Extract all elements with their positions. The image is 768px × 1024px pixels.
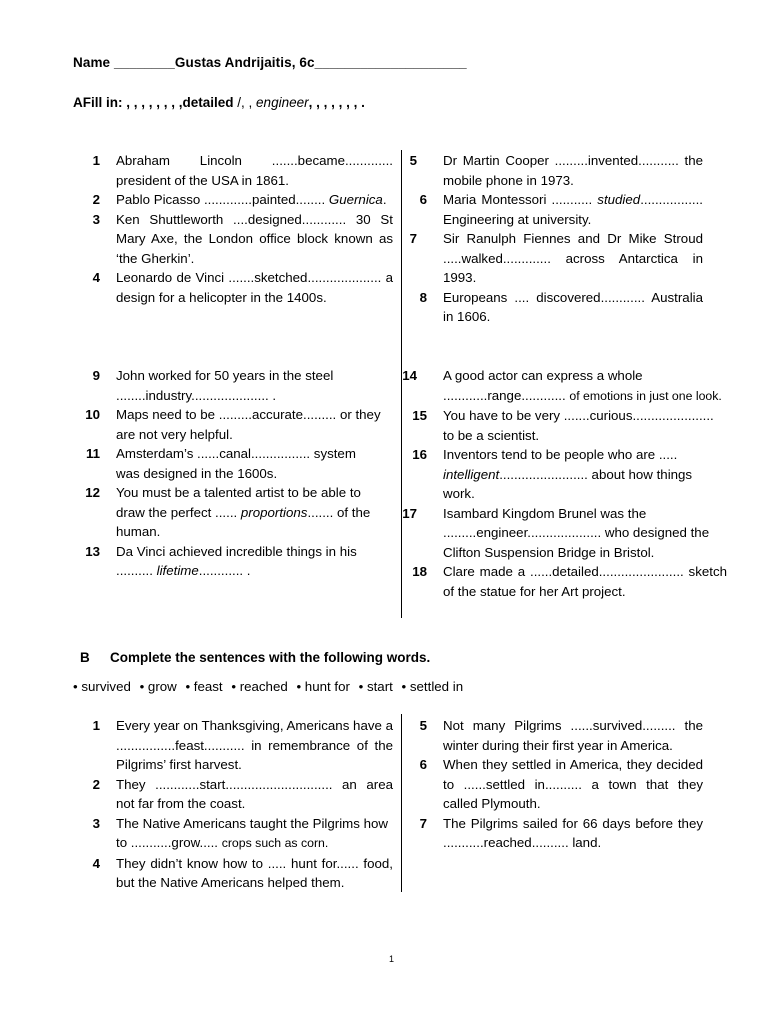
list-item — [80, 444, 383, 483]
page-number: 1 — [389, 954, 395, 964]
item-text: Amsterdam’s ......canal................ system was designed in the 1600s. — [116, 446, 356, 481]
section-a-left-bottom — [80, 366, 383, 581]
word-bank-item: • hunt for — [296, 679, 350, 694]
section-b-heading — [80, 650, 430, 665]
word-bank — [73, 679, 468, 694]
list-item — [80, 151, 393, 190]
section-a-suffix: , , , , , , , . — [308, 95, 365, 110]
name-line: Name ________Gustas Andrijaitis, 6c____________________ — [73, 55, 467, 70]
list-item — [80, 542, 383, 581]
item-text: Dr Martin Cooper .........invented........... the mobile phone in 1973. — [443, 153, 703, 188]
item-text: Maps need to be .........accurate......... or they are not very helpful. — [116, 407, 381, 442]
section-b-right — [407, 716, 703, 853]
item-number: 7 — [419, 815, 427, 831]
item-text: Not many Pilgrims ......survived......... the winter during their first year in America. — [443, 718, 703, 753]
word-bank-item: • settled in — [401, 679, 464, 694]
item-number: 4 — [92, 270, 100, 285]
item-number: 4 — [92, 855, 100, 871]
list-item — [407, 151, 703, 190]
list-item — [407, 562, 727, 601]
list-item — [407, 755, 703, 814]
item-number: 6 — [419, 192, 427, 207]
list-item — [80, 716, 393, 775]
item-number: 3 — [92, 211, 100, 227]
section-b-title: Complete the sentences with the following words. — [110, 650, 431, 665]
item-number: 1 — [92, 718, 100, 733]
item-number: 16 — [412, 447, 427, 462]
list-item — [402, 366, 727, 406]
item-number: 10 — [85, 407, 100, 422]
list-item — [407, 190, 703, 229]
item-text: Abraham Lincoln .......became............. president of the USA in 1861. — [116, 153, 393, 188]
item-text: When they settled in America, they decided to ......settled in.......... a town that they called Plymouth. — [443, 757, 703, 811]
item-number: 3 — [92, 815, 100, 831]
item-text: A good actor can express a whole ............range............ of emotions in just one look. — [443, 368, 722, 403]
item-number: 6 — [419, 757, 427, 772]
item-text: Maria Montessori ........... studied................. Engineering at university. — [443, 192, 703, 227]
item-text: Da Vinci achieved incredible things in his .......... lifetime............ . — [116, 543, 357, 578]
item-text: Sir Ranulph Fiennes and Dr Mike Stroud .....walked............. across Antarctica in 1993. — [443, 231, 703, 285]
list-item — [407, 814, 703, 853]
list-item — [80, 268, 393, 307]
item-number: 1 — [92, 153, 100, 168]
section-a-italic: engineer — [256, 95, 309, 110]
item-text: Leonardo de Vinci .......sketched.................... a design for a helicopter in the 1400s. — [116, 270, 393, 305]
section-a-heading — [73, 95, 365, 110]
list-item — [80, 405, 383, 444]
word-bank-item: • feast — [185, 679, 223, 694]
item-text: Ken Shuttleworth ....designed............ 30 St Mary Axe, the London office block known as ‘the Gherkin’. — [116, 211, 393, 266]
list-item — [80, 775, 393, 814]
section-b-divider — [401, 714, 402, 892]
list-item — [80, 190, 393, 210]
item-text: Pablo Picasso .............painted........ Guernica. — [116, 192, 387, 207]
item-text: John worked for 50 years in the steel ........industry..................... . — [116, 368, 334, 403]
list-item — [80, 814, 393, 854]
list-item — [407, 716, 703, 755]
list-item — [80, 366, 383, 405]
item-number: 8 — [419, 289, 427, 305]
item-number: 2 — [92, 192, 100, 207]
item-text: Isambard Kingdom Brunel was the .........engineer.................... who designed the Clifton Suspension Bridge in Bristol. — [443, 505, 710, 560]
list-item — [80, 210, 393, 269]
section-b-left — [80, 716, 393, 893]
word-bank-item: • grow — [139, 679, 177, 694]
item-number: 13 — [85, 543, 100, 559]
item-text: Europeans .... discovered............ Australia in 1606. — [443, 289, 703, 324]
item-text: They ............start............................. an area not far from the coast. — [116, 776, 393, 811]
section-a-prefix: AFill in: , , , , , , , ,detailed — [73, 95, 234, 110]
item-text: Inventors tend to be people who are ..... intelligent........................ about how things work. — [443, 447, 693, 501]
list-item — [402, 504, 727, 563]
section-a-left-top — [80, 151, 393, 307]
item-text: They didn’t know how to ..... hunt for...... food, but the Native Americans helped them. — [116, 855, 393, 890]
item-text: You have to be very .......curious...................... to be a scientist. — [443, 408, 714, 443]
list-item — [407, 406, 727, 445]
list-item — [407, 288, 703, 327]
item-number: 5 — [409, 153, 417, 168]
section-a-right-top — [407, 151, 703, 327]
item-number: 14 — [402, 368, 417, 383]
list-item — [80, 854, 393, 893]
list-item — [80, 483, 383, 542]
list-item — [407, 445, 727, 504]
section-b-letter: B — [80, 650, 90, 665]
item-number: 2 — [92, 776, 100, 792]
item-text: Every year on Thanksgiving, Americans have a ................feast........... in remembrance of the Pilgrims’ first harvest. — [116, 718, 393, 772]
item-number: 9 — [92, 368, 100, 383]
item-number: 7 — [409, 231, 417, 246]
item-text: The Pilgrims sailed for 66 days before they ...........reached.......... land. — [443, 815, 703, 850]
word-bank-item: • reached — [231, 679, 288, 694]
section-a-right-bottom — [402, 366, 727, 601]
item-number: 15 — [412, 408, 427, 423]
item-number: 17 — [402, 505, 417, 521]
word-bank-item: • start — [358, 679, 393, 694]
item-number: 5 — [419, 718, 427, 733]
item-number: 18 — [412, 564, 427, 579]
item-text: The Native Americans taught the Pilgrims how to ...........grow..... crops such as corn. — [116, 815, 388, 850]
item-number: 12 — [85, 485, 100, 500]
item-text: You must be a talented artist to be able to draw the perfect ...... proportions....... of the human. — [116, 485, 371, 539]
section-a-mid: /, , — [233, 95, 257, 110]
list-item — [407, 229, 703, 288]
item-number: 11 — [85, 446, 100, 461]
item-text: Clare made a ......detailed....................... sketch of the statue for her Art project. — [443, 564, 727, 599]
word-bank-item: • survived — [73, 679, 131, 694]
